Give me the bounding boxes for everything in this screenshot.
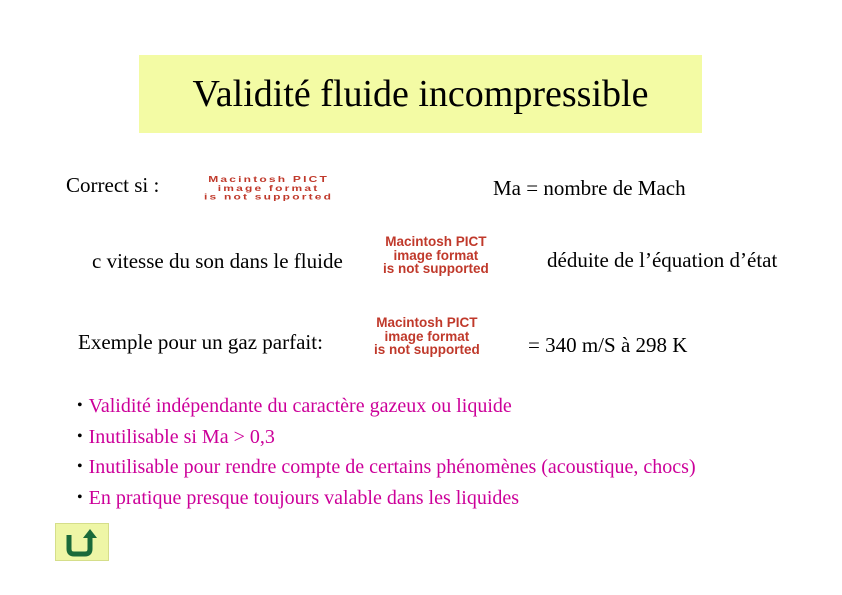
list-item (77, 453, 696, 484)
pict-line: Macintosh PICT (208, 174, 329, 185)
return-arrow-icon (65, 527, 99, 557)
bullet-icon: • (77, 427, 83, 445)
bullet-text: En pratique presque toujours valable dans les liquides (88, 486, 520, 509)
pict-line: Macintosh PICT (376, 315, 478, 330)
pict-line: image format (393, 247, 479, 263)
bullet-list (77, 392, 696, 514)
sound-speed-value: = 340 m/S à 298 K (528, 333, 688, 357)
pict-line: Macintosh PICT (385, 234, 487, 249)
list-item (77, 423, 696, 454)
list-item (77, 484, 696, 515)
pict-line: is not supported (374, 342, 480, 357)
pict-placeholder-gas-formula (374, 316, 480, 357)
bullet-icon: • (77, 458, 83, 475)
sound-speed-text: c vitesse du son dans le fluide (92, 249, 343, 273)
title-banner (139, 55, 702, 133)
pict-line: image format (384, 328, 470, 344)
state-equation-text: déduite de l’équation d’état (547, 248, 778, 272)
bullet-icon: • (77, 488, 83, 506)
pict-line: image format (217, 182, 320, 193)
example-text: Exemple pour un gaz parfait: (78, 330, 323, 354)
pict-placeholder-sound-formula (383, 235, 489, 276)
mach-definition: Ma = nombre de Mach (493, 176, 686, 200)
list-item (77, 392, 696, 423)
slide-title: Validité fluide incompressible (192, 73, 649, 115)
bullet-text: Validité indépendante du caractère gazeux ou liquide (88, 395, 512, 417)
pict-line: is not supported (204, 191, 334, 202)
return-button[interactable] (55, 523, 109, 561)
pict-line: is not supported (383, 261, 489, 276)
correct-label: Correct si : (66, 173, 160, 197)
bullet-text: Inutilisable si Ma > 0,3 (88, 425, 275, 448)
pict-placeholder-formula (204, 175, 333, 201)
bullet-icon: • (77, 397, 83, 414)
bullet-text: Inutilisable pour rendre compte de certains phénomènes (acoustique, chocs) (88, 456, 696, 478)
